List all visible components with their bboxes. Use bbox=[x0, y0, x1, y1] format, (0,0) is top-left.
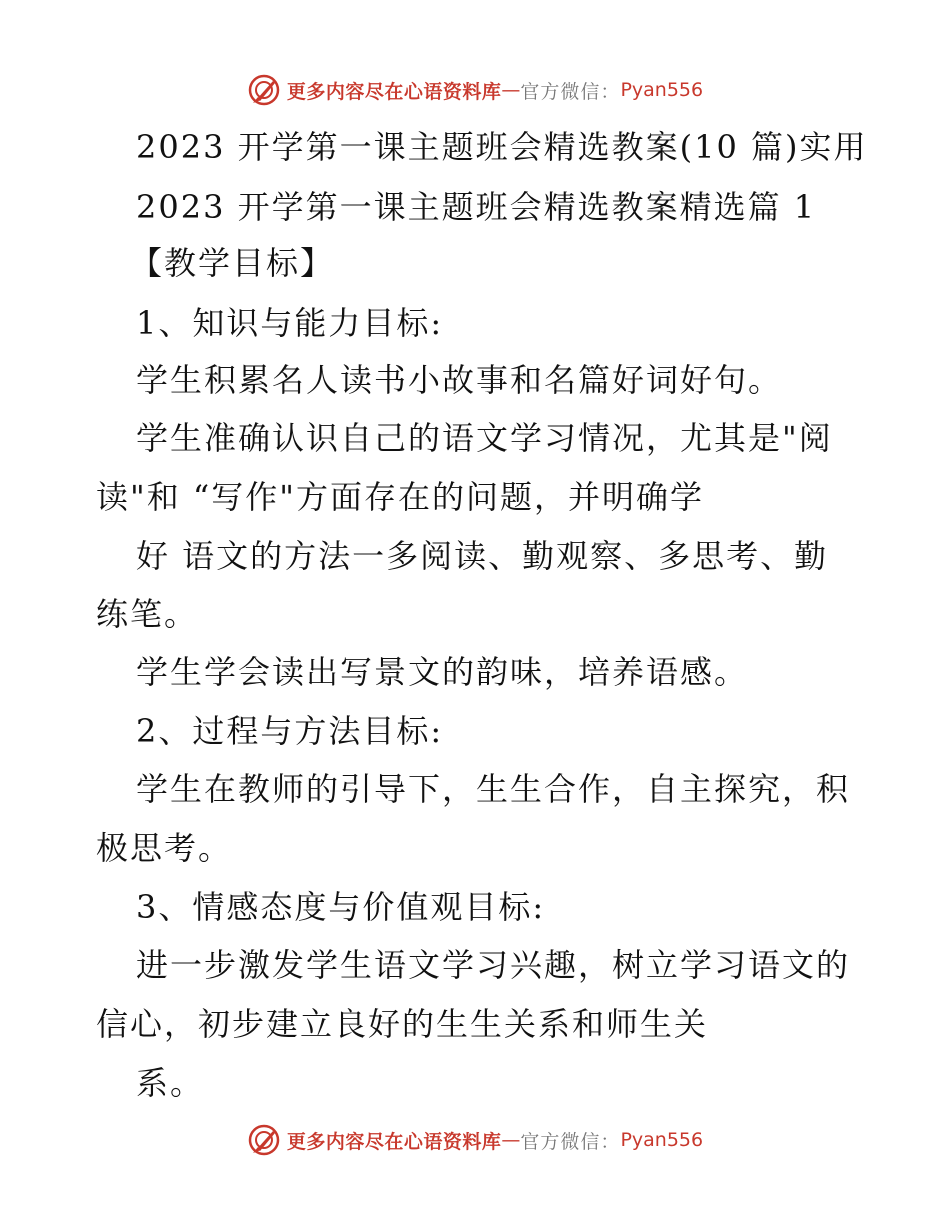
watermark-wechat-id: Pyan556 bbox=[620, 1129, 704, 1151]
paragraph-line: 好 语文的方法一多阅读、勤观察、多思考、勤 bbox=[136, 537, 829, 575]
paragraph-line: 学生在教师的引导下，生生合作，自主探究，积 bbox=[136, 770, 851, 808]
paragraph-line: 系。 bbox=[136, 1064, 205, 1102]
goal-heading-1: 1、知识与能力目标: bbox=[136, 304, 444, 342]
logo-icon bbox=[247, 73, 281, 107]
watermark-wechat-label: 官方微信： bbox=[520, 1130, 621, 1153]
section-title: 2023 开学第一课主题班会精选教案精选篇 1 bbox=[136, 188, 817, 226]
paragraph-line: 进一步激发学生语文学习兴趣，树立学习语文的 bbox=[136, 946, 851, 984]
goal-heading-3: 3、情感态度与价值观目标: bbox=[136, 888, 546, 926]
watermark-header bbox=[0, 70, 950, 110]
heading-teaching-goals: 【教学目标】 bbox=[130, 244, 335, 282]
paragraph-line: 信心，初步建立良好的生生关系和师生关 bbox=[96, 1005, 709, 1043]
watermark-dash: — bbox=[501, 79, 521, 101]
paragraph-line: 极思考。 bbox=[96, 829, 233, 867]
paragraph-line: 读"和 “写作"方面存在的问题，并明确学 bbox=[96, 478, 704, 516]
paragraph-line: 练笔。 bbox=[96, 595, 199, 633]
paragraph-line: 学生准确认识自己的语文学习情况，尤其是"阅 bbox=[136, 419, 833, 457]
watermark-wechat-label: 官方微信： bbox=[520, 80, 621, 103]
watermark-title: 更多内容尽在心语资料库 bbox=[286, 1130, 502, 1153]
goal-heading-2: 2、过程与方法目标: bbox=[136, 712, 444, 750]
watermark-footer bbox=[0, 1120, 950, 1160]
document-title: 2023 开学第一课主题班会精选教案(10 篇)实用 bbox=[136, 128, 868, 166]
watermark-title: 更多内容尽在心语资料库 bbox=[286, 80, 502, 103]
watermark-dash: — bbox=[501, 1129, 521, 1151]
watermark-wechat-id: Pyan556 bbox=[620, 79, 704, 101]
paragraph-line: 学生学会读出写景文的韵味，培养语感。 bbox=[136, 653, 749, 691]
paragraph-line: 学生积累名人读书小故事和名篇好词好句。 bbox=[136, 361, 783, 399]
logo-icon bbox=[247, 1123, 281, 1157]
